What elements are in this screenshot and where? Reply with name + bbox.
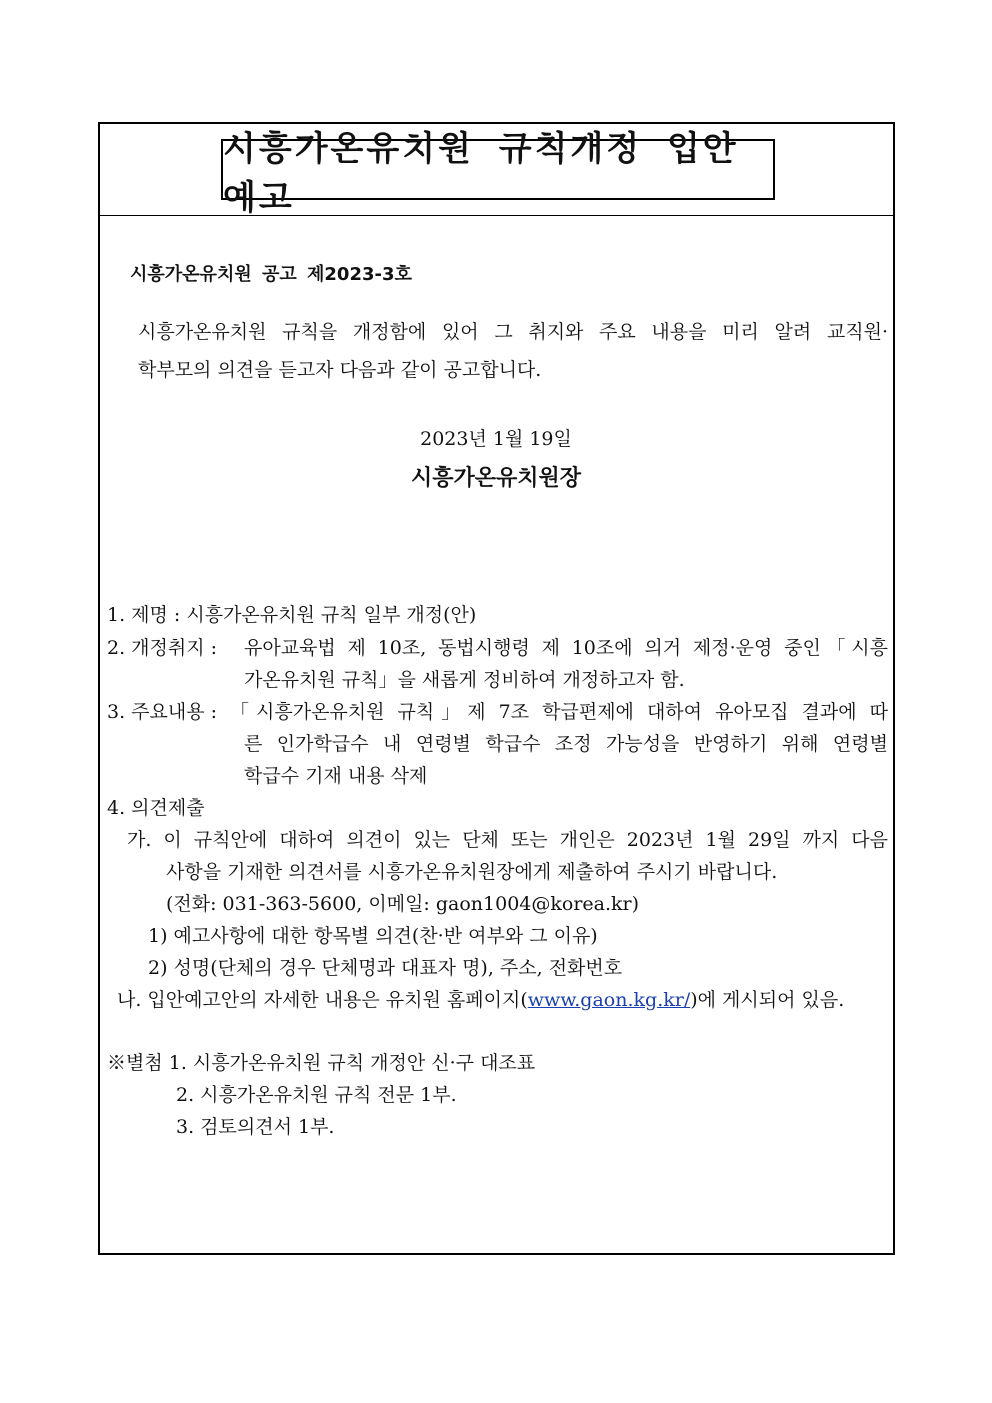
issuer-name: 시흥가온유치원장 <box>410 466 582 491</box>
notice-date: 2023년 1월 19일 <box>420 428 572 450</box>
notice-title: 시흥가온유치원 규칙개정 입안 예고 <box>221 139 775 200</box>
notice-number: 시흥가온유치원 공고 제2023-3호 <box>130 264 412 285</box>
item-2-line-1: 유아교육법 제 10조, 동법시행령 제 10조에 의거 제정·운영 중인「시흥 <box>244 637 888 659</box>
homepage-link[interactable]: www.gaon.kg.kr/ <box>527 989 691 1011</box>
intro-line-1: 시흥가온유치원 규칙을 개정함에 있어 그 취지와 주요 내용을 미리 알려 교직원· <box>138 321 888 343</box>
intro-line-2: 학부모의 의견을 듣고자 다음과 같이 공고합니다. <box>138 359 542 381</box>
attachment-3: 3. 검토의견서 1부. <box>176 1116 335 1138</box>
attachment-2: 2. 시흥가온유치원 규칙 전문 1부. <box>176 1084 457 1106</box>
title-row <box>100 124 893 216</box>
attachment-1: ※별첨 1. 시흥가온유치원 규칙 개정안 신·구 대조표 <box>107 1052 536 1074</box>
item-4-ga-line-2: 사항을 기재한 의견서를 시흥가온유치원장에게 제출하여 주시기 바랍니다. <box>166 861 778 883</box>
item-4-na-tail: )에 게시되어 있음. <box>690 989 845 1011</box>
item-4-ga-contact: (전화: 031-363-5600, 이메일: gaon1004@korea.kr) <box>166 893 640 915</box>
item-3-label: 3. 주요내용 : <box>107 701 218 723</box>
item-4-na <box>117 985 844 1012</box>
item-4-ga-line-1: 가. 이 규칙안에 대하여 의견이 있는 단체 또는 개인은 2023년 1월 29일 까지 다음 <box>127 829 888 851</box>
item-3-line-1: 「시흥가온유치원 규칙」제 7조 학급편제에 대하여 유아모집 결과에 따 <box>230 701 888 723</box>
item-3-line-3: 학급수 기재 내용 삭제 <box>244 765 428 787</box>
item-2-line-2: 가온유치원 규칙」을 새롭게 정비하여 개정하고자 함. <box>244 669 685 691</box>
item-4-sub-2: 2) 성명(단체의 경우 단체명과 대표자 명), 주소, 전화번호 <box>148 957 623 979</box>
item-1: 1. 제명 : 시흥가온유치원 규칙 일부 개정(안) <box>107 604 477 626</box>
item-4-na-text: 나. 입안예고안의 자세한 내용은 유치원 홈페이지( <box>117 989 528 1011</box>
item-2-label: 2. 개정취지 : <box>107 637 218 659</box>
item-4: 4. 의견제출 <box>107 797 205 819</box>
item-4-sub-1: 1) 예고사항에 대한 항목별 의견(찬·반 여부와 그 이유) <box>148 925 598 947</box>
item-3-line-2: 른 인가학급수 내 연령별 학급수 조정 가능성을 반영하기 위해 연령별 <box>244 733 888 755</box>
